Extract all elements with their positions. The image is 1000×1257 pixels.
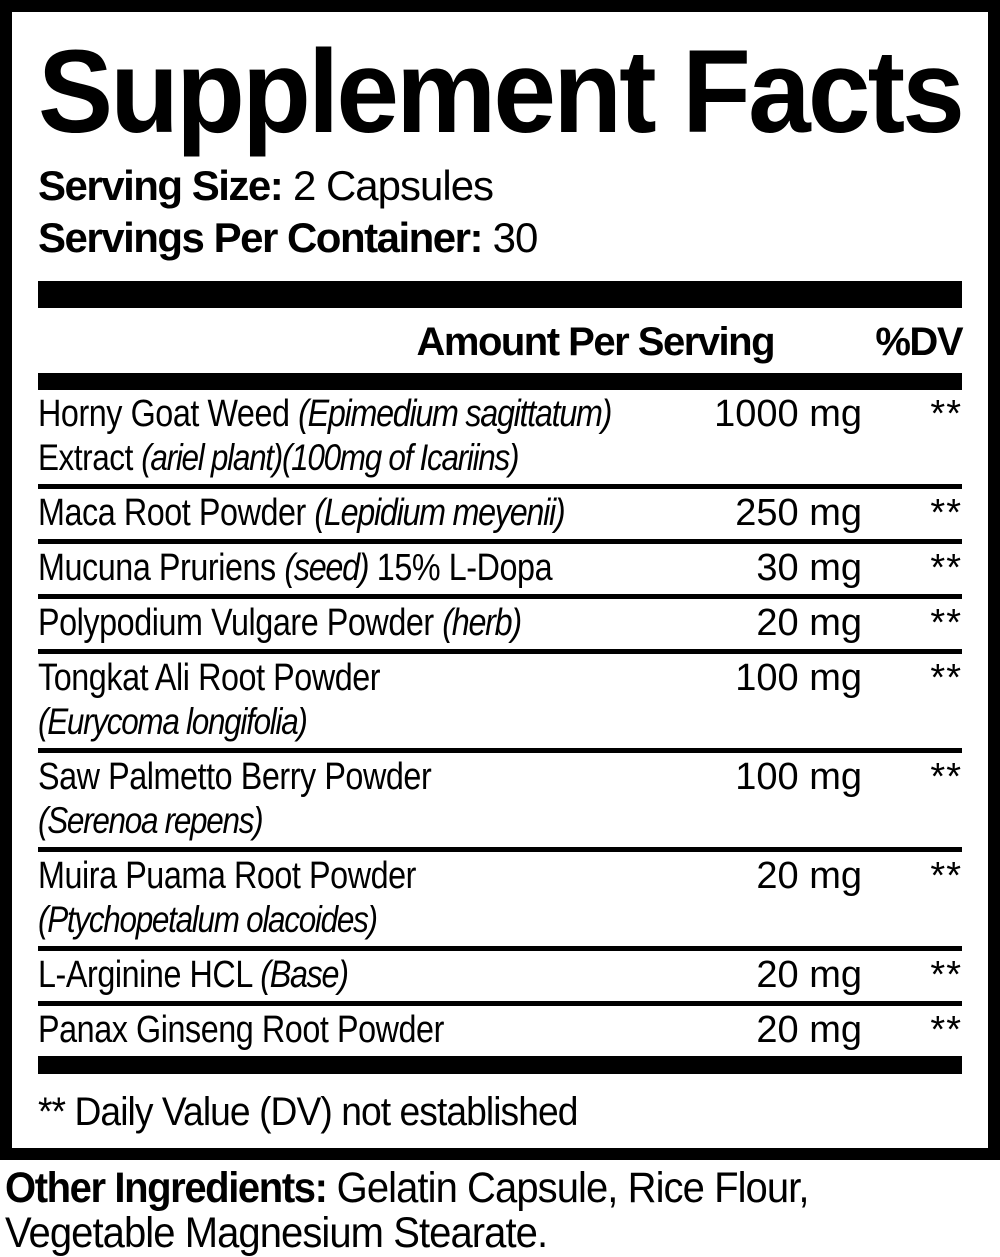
divider-thick-top [38, 281, 962, 308]
ingredient-latin-name: (Base) [260, 954, 348, 996]
ingredient-name-line [38, 546, 590, 590]
ingredient-row [38, 852, 962, 951]
ingredient-name-cell [38, 546, 687, 590]
dv-value: ** [930, 602, 962, 644]
other-ingredients-line2: Vegetable Magnesium Stearate. [5, 1209, 548, 1257]
ingredient-name-text: Tongkat Ali Root Powder [38, 657, 381, 699]
ingredient-name-text: 15% L-Dopa [368, 547, 553, 589]
ingredient-name-cell [38, 755, 687, 843]
ingredient-name-text: Saw Palmetto Berry Powder [38, 756, 432, 798]
ingredient-name-cell [38, 601, 687, 645]
dv-value: ** [930, 855, 962, 897]
ingredient-name-text: L-Arginine HCL [38, 954, 261, 996]
amount-value: 250 mg [735, 492, 862, 534]
serving-size-label: Serving Size: [38, 162, 283, 209]
ingredient-name-text: Extract [38, 437, 142, 478]
dv-value: ** [930, 1009, 962, 1051]
ingredient-latin-name: (Serenoa repens) [38, 800, 263, 841]
ingredient-name-line [38, 1008, 590, 1052]
other-ingredients-line1 [5, 1166, 930, 1211]
ingredient-name-text: Panax Ginseng Root Powder [38, 1009, 444, 1051]
amount-value: 100 mg [735, 657, 862, 699]
ingredient-row [38, 1006, 962, 1056]
ingredient-name-subline [38, 898, 590, 942]
amount-value: 20 mg [756, 855, 862, 897]
ingredient-latin-name: (Epimedium sagittatum) [298, 393, 612, 435]
ingredient-name-line [38, 755, 590, 799]
amount-value: 20 mg [756, 1009, 862, 1051]
ingredient-row [38, 753, 962, 852]
dv-value: ** [930, 547, 962, 589]
serving-size-value: 2 Capsules [292, 162, 494, 209]
ingredient-row [38, 654, 962, 753]
ingredient-name-text: Muira Puama Root Powder [38, 855, 417, 897]
daily-value-footnote [38, 1074, 962, 1149]
dv-value: ** [930, 756, 962, 798]
dv-value: ** [930, 954, 962, 996]
ingredient-name-text: Polypodium Vulgare Powder [38, 602, 443, 644]
other-ingredients-line1-rest: Gelatin Capsule, Rice Flour, [326, 1164, 809, 1212]
other-ingredients [5, 1166, 1000, 1256]
ingredient-name-cell [38, 1008, 687, 1052]
ingredient-latin-name: (herb) [442, 602, 521, 644]
ingredient-latin-name: (seed) [284, 547, 369, 589]
other-ingredients-label: Other Ingredients: [5, 1164, 327, 1212]
ingredient-name-text: Mucuna Pruriens [38, 547, 285, 589]
ingredient-name-subline [38, 700, 590, 744]
ingredient-name-cell [38, 392, 687, 480]
ingredient-row [38, 390, 962, 489]
ingredient-latin-name: (Lepidium meyenii) [314, 492, 565, 534]
ingredient-latin-name: (Ptychopetalum olacoides) [38, 899, 377, 940]
ingredient-name-line [38, 392, 612, 436]
ingredient-row [38, 951, 962, 1006]
panel-title [38, 28, 962, 160]
ingredient-name-line [38, 491, 590, 535]
header-amount-per-serving: Amount Per Serving [416, 320, 774, 364]
ingredient-name-cell [38, 656, 687, 744]
serving-size-line [38, 160, 962, 212]
ingredient-row [38, 599, 962, 654]
table-header-row [38, 308, 962, 373]
amount-value: 100 mg [735, 756, 862, 798]
daily-value-footnote-text: ** Daily Value (DV) not established [38, 1090, 578, 1134]
amount-value: 20 mg [756, 954, 862, 996]
ingredient-name-cell [38, 854, 687, 942]
header-percent-dv: %DV [875, 320, 962, 364]
ingredient-row [38, 544, 962, 599]
servings-per-container-label: Servings Per Container: [38, 214, 482, 261]
ingredient-name-text: Horny Goat Weed [38, 393, 299, 435]
divider-thick-bottom [38, 1056, 962, 1074]
ingredient-name-subline [38, 436, 590, 480]
amount-value: 1000 mg [714, 393, 862, 435]
ingredient-name-line [38, 854, 590, 898]
dv-value: ** [930, 393, 962, 435]
servings-per-container-line [38, 212, 962, 264]
panel-title-text: Supplement Facts [38, 28, 962, 158]
ingredient-name-text: Maca Root Powder [38, 492, 315, 534]
ingredient-row [38, 489, 962, 544]
ingredient-name-line [38, 656, 590, 700]
amount-value: 20 mg [756, 602, 862, 644]
ingredient-name-line [38, 953, 590, 997]
divider-thick-mid [38, 373, 962, 390]
ingredient-rows [38, 390, 962, 1056]
ingredient-name-subline [38, 799, 590, 843]
ingredient-latin-name: (Eurycoma longifolia) [38, 701, 307, 742]
ingredient-name-line [38, 601, 590, 645]
ingredient-name-cell [38, 491, 687, 535]
amount-value: 30 mg [756, 547, 862, 589]
ingredient-name-cell [38, 953, 687, 997]
dv-value: ** [930, 492, 962, 534]
ingredient-latin-name: (ariel plant)(100mg of Icariins) [141, 437, 519, 478]
servings-per-container-value: 30 [492, 214, 538, 261]
dv-value: ** [930, 657, 962, 699]
